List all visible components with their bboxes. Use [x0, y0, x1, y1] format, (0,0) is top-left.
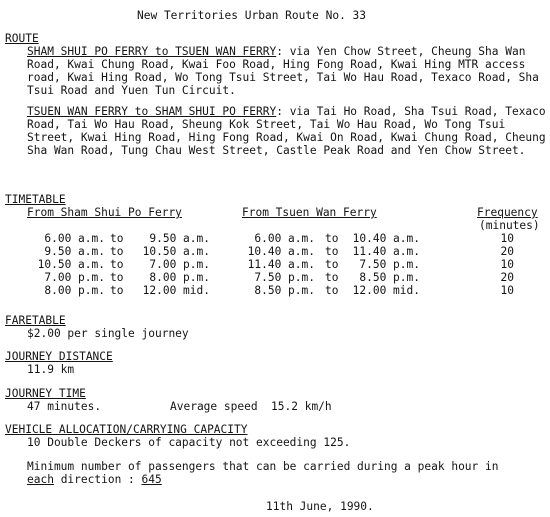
timetable-col-freq-unit: (minutes) — [479, 219, 540, 232]
timetable-col-tw: From Tsuen Wan Ferry — [242, 206, 377, 219]
ssp-from: 6.00 a.m. — [44, 232, 105, 245]
ssp-to: 12.00 mid. — [142, 284, 210, 297]
frequency: 10 — [500, 284, 514, 297]
timetable-col-freq: Frequency — [477, 206, 538, 219]
frequency: 20 — [500, 271, 514, 284]
ssp-to: 8.00 p.m. — [149, 271, 210, 284]
frequency: 20 — [500, 245, 514, 258]
average-speed: Average speed 15.2 km/h — [170, 400, 332, 413]
timetable-row — [0, 245, 550, 258]
direction-text: direction : — [53, 473, 142, 486]
journey-distance-value: 11.9 km — [27, 363, 75, 376]
timetable-row — [0, 232, 550, 245]
ssp-from: 9.50 a.m. — [44, 245, 105, 258]
tw-to-word: to — [325, 245, 339, 258]
frequency: 10 — [500, 232, 514, 245]
tw-to: 8.50 p.m. — [359, 271, 420, 284]
route-outbound — [27, 45, 547, 97]
ssp-to-word: to — [110, 284, 124, 297]
route-inbound — [27, 105, 547, 157]
tw-from: 10.40 a.m. — [247, 245, 315, 258]
tw-to: 12.00 mid. — [352, 284, 420, 297]
tw-to-word: to — [325, 284, 339, 297]
tw-to-word: to — [325, 258, 339, 271]
route-outbound-name: SHAM SHUI PO FERRY to TSUEN WAN FERRY — [27, 45, 277, 58]
timetable-heading: TIMETABLE — [5, 193, 66, 206]
route-outbound-via: : via Yen Chow Street, Cheung Sha Wan Road, Kwai Chung Road, Kwai Foo Road, Hing Fong Road, Kwai Hing MTR access road, Kwai Hing Road, Wo Tong Tsui Street, Tai Wo Hau Road, Texaco Road, Sha Tsui Road and Yuen Tun Circuit. — [27, 45, 539, 97]
tw-from: 11.40 a.m. — [247, 258, 315, 271]
document-date: 11th June, 1990. — [266, 500, 374, 513]
frequency: 10 — [500, 258, 514, 271]
route-inbound-name: TSUEN WAN FERRY to SHAM SHUI PO FERRY — [27, 105, 277, 118]
ssp-to-word: to — [110, 245, 124, 258]
ssp-from: 7.00 p.m. — [44, 271, 105, 284]
ssp-to: 10.50 a.m. — [142, 245, 210, 258]
ssp-to-word: to — [110, 232, 124, 245]
journey-time-heading: JOURNEY TIME — [5, 387, 86, 400]
tw-to-word: to — [325, 271, 339, 284]
tw-to: 7.50 p.m. — [359, 258, 420, 271]
vehicle-capacity: 10 Double Deckers of capacity not exceeding 125. — [27, 436, 351, 449]
each-word: each — [27, 473, 54, 486]
timetable-row — [0, 258, 550, 271]
ssp-from: 10.50 a.m. — [37, 258, 105, 271]
tw-to-word: to — [325, 232, 339, 245]
vehicle-peak-value — [27, 473, 162, 486]
vehicle-peak-line: Minimum number of passengers that can be carried during a peak hour in — [27, 460, 499, 473]
page-title: New Territories Urban Route No. 33 — [137, 9, 367, 22]
timetable-col-ssp: From Sham Shui Po Ferry — [27, 206, 182, 219]
tw-to: 10.40 a.m. — [352, 232, 420, 245]
ssp-to: 9.50 a.m. — [149, 232, 210, 245]
journey-distance-heading: JOURNEY DISTANCE — [5, 350, 113, 363]
journey-time-value: 47 minutes. — [27, 400, 102, 413]
tw-from: 6.00 a.m. — [254, 232, 315, 245]
ssp-to-word: to — [110, 271, 124, 284]
timetable-row — [0, 284, 550, 297]
tw-from: 7.50 p.m. — [254, 271, 315, 284]
peak-passengers: 645 — [141, 473, 162, 486]
tw-to: 11.40 a.m. — [352, 245, 420, 258]
ssp-to-word: to — [110, 258, 124, 271]
route-heading: ROUTE — [5, 32, 39, 45]
ssp-to: 7.00 p.m. — [149, 258, 210, 271]
ssp-from: 8.00 p.m. — [44, 284, 105, 297]
timetable-row — [0, 271, 550, 284]
route-inbound-via: : via Tai Ho Road, Sha Tsui Road, Texaco Road, Tai Wo Hau Road, Sheung Kok Street, Tai Wo Hau Road, Wo Tong Tsui Street, Kwai Hing Road, Hing Fong Road, Kwai On Road, Kwai Chung Road, Cheung Sha Wan Road, Tung Chau West Street, Castle Peak Road and Yen Chow Street. — [27, 105, 546, 157]
vehicle-heading: VEHICLE ALLOCATION/CARRYING CAPACITY — [5, 423, 248, 436]
faretable-value: $2.00 per single journey — [27, 327, 189, 340]
tw-from: 8.50 p.m. — [254, 284, 315, 297]
faretable-heading: FARETABLE — [5, 314, 66, 327]
